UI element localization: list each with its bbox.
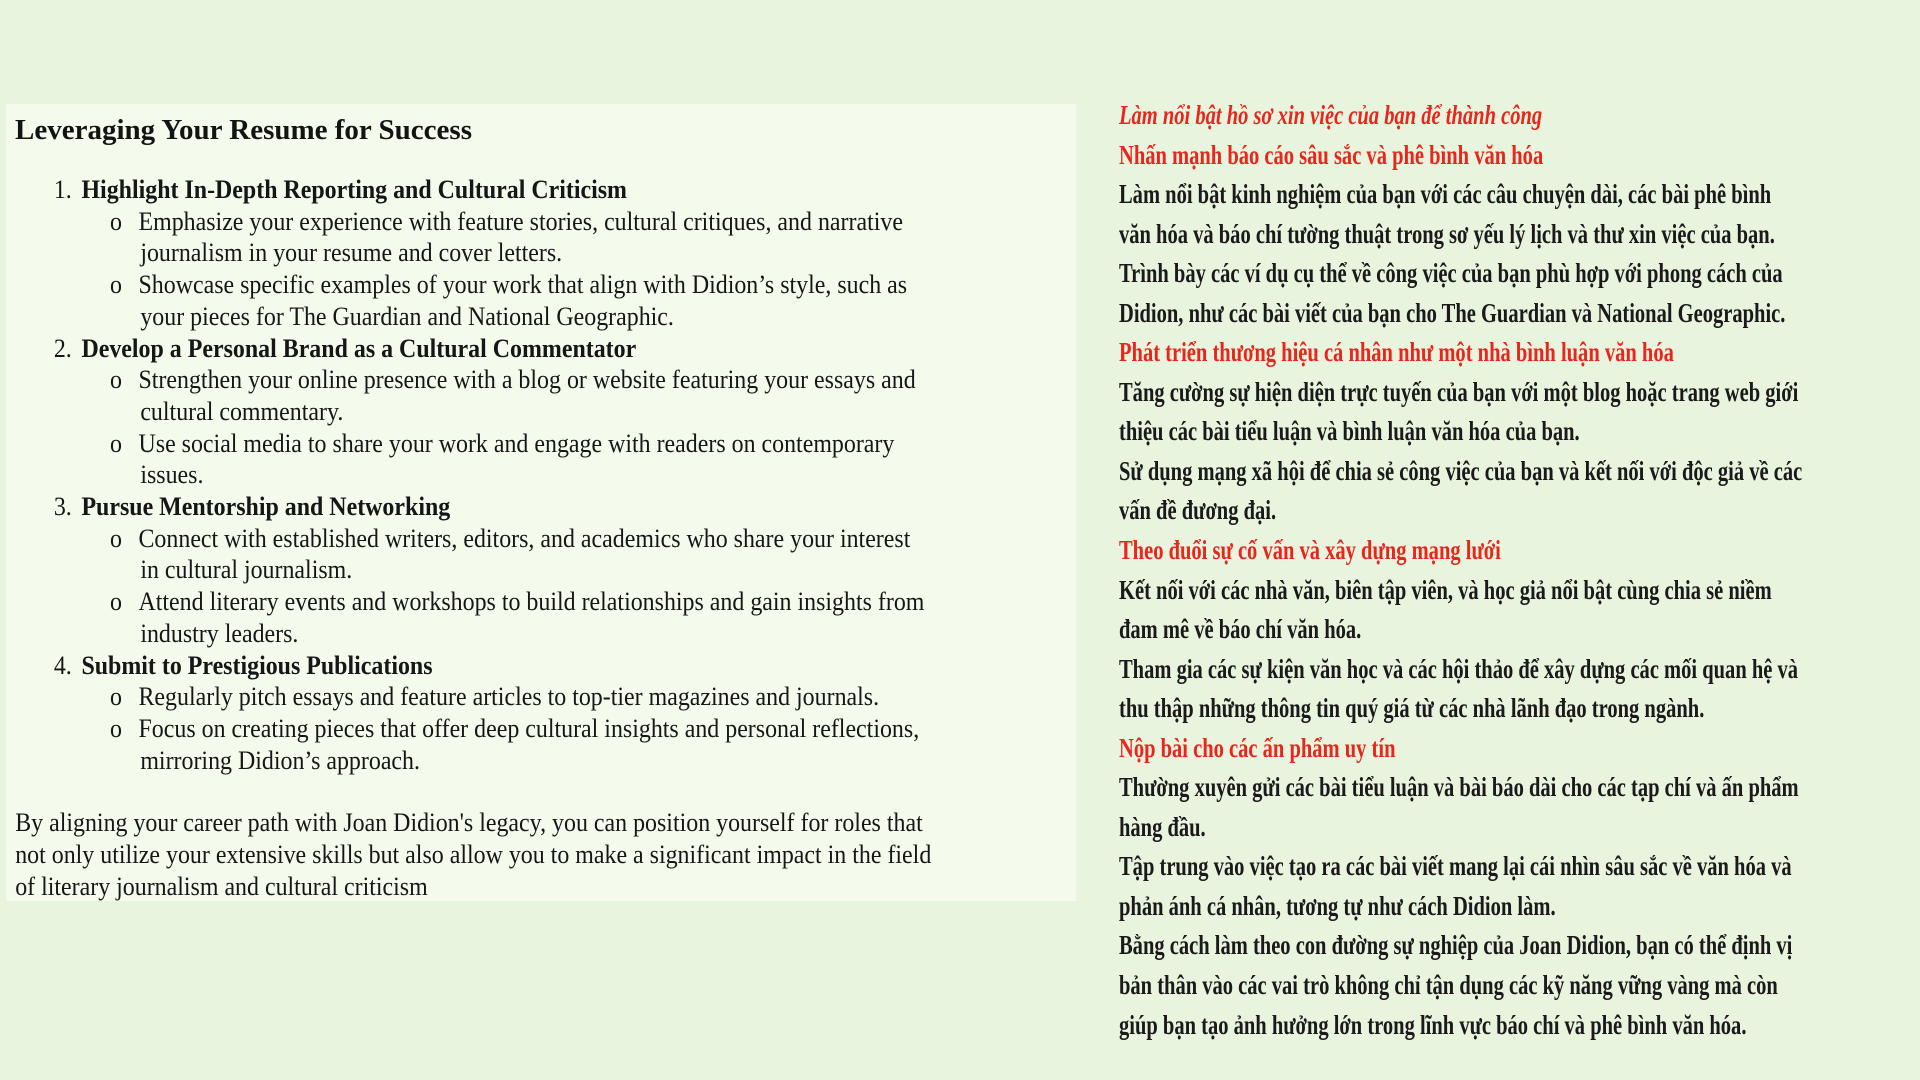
vietnamese-text-line: hàng đầu.	[1119, 811, 1206, 842]
num-text: 4.	[53, 650, 72, 680]
htext-text: Highlight In-Depth Reporting and Cultural Criticism	[81, 175, 627, 204]
marker-text: o	[109, 682, 122, 712]
line-text: industry leaders.	[140, 618, 299, 648]
line-text: issues.	[140, 460, 204, 490]
bullet-continuation-line	[6, 459, 990, 491]
vietnamese-text-line: Thường xuyên gửi các bài tiểu luận và bài báo dài cho các tạp chí và ấn phẩm	[1119, 772, 1799, 803]
num-text: 2.	[53, 333, 72, 363]
vietnamese-heading-line: Theo đuổi sự cố vấn và xây dựng mạng lưới	[1119, 535, 1501, 566]
vietnamese-text-line: Tham gia các sự kiện văn học và các hội thảo để xây dựng các mối quan hệ và	[1119, 653, 1799, 684]
line-text: of literary journalism and cultural criticism	[15, 871, 428, 901]
document-title: Leveraging Your Resume for Success	[15, 114, 472, 146]
bullet-line	[6, 586, 990, 618]
vietnamese-text-line: vấn đề đương đại.	[1119, 495, 1277, 526]
list-item-heading	[6, 174, 990, 206]
closing-line	[6, 871, 990, 903]
vietnamese-text-line: thiệu các bài tiểu luận và bình luận văn hóa của bạn.	[1119, 416, 1580, 447]
line-text: Emphasize your experience with feature stories, cultural critiques, and narrative	[138, 206, 903, 236]
vietnamese-text-line: Tăng cường sự hiện diện trực tuyến của bạn với một blog hoặc trang web giới	[1119, 376, 1799, 407]
line-text: Use social media to share your work and engage with readers on contemporary	[138, 428, 895, 458]
bullet-continuation-line	[6, 745, 990, 777]
line-text: in cultural journalism.	[140, 555, 353, 585]
closing-line	[6, 839, 990, 871]
vietnamese-text-line: Tập trung vào việc tạo ra các bài viết mang lại cái nhìn sâu sắc về văn hóa và	[1119, 851, 1792, 882]
vietnamese-text-line: Didion, như các bài viết của bạn cho The Guardian và National Geographic.	[1119, 297, 1786, 328]
htext-text: Submit to Prestigious Publications	[81, 650, 433, 680]
line-text: your pieces for The Guardian and National Geographic.	[140, 301, 674, 331]
line-text: Showcase specific examples of your work that align with Didion’s style, such as	[138, 270, 908, 300]
vietnamese-text-line: phản ánh cá nhân, tương tự như cách Didion làm.	[1119, 890, 1556, 921]
line-text: Connect with established writers, editors, and academics who share your interest	[138, 523, 911, 553]
marker-text: o	[109, 523, 122, 553]
numbered-list	[6, 174, 1076, 776]
bullet-line	[6, 713, 990, 745]
marker-text: o	[109, 206, 122, 236]
vietnamese-translation-column	[1119, 96, 1919, 1045]
bullet-continuation-line	[6, 301, 990, 333]
vietnamese-text-line: giúp bạn tạo ảnh hưởng lớn trong lĩnh vực báo chí và phê bình văn hóa.	[1119, 1009, 1747, 1040]
english-document-panel	[6, 104, 1076, 901]
vietnamese-text-line: văn hóa và báo chí tường thuật trong sơ yếu lý lịch và thư xin việc của bạn.	[1119, 218, 1775, 249]
vietnamese-text-line: bản thân vào các vai trò không chỉ tận dụng các kỹ năng vững vàng mà còn	[1119, 970, 1778, 1001]
vietnamese-heading-line: Phát triển thương hiệu cá nhân như một nhà bình luận văn hóa	[1119, 337, 1674, 368]
htext-text: Pursue Mentorship and Networking	[81, 492, 451, 522]
list-item-heading	[6, 333, 990, 365]
bullet-continuation-line	[6, 618, 990, 650]
bullet-line	[6, 269, 990, 301]
bullet-continuation-line	[6, 554, 990, 586]
line-text: Strengthen your online presence with a blog or website featuring your essays and	[138, 365, 916, 395]
num-text: 1.	[53, 175, 72, 204]
line-text: Focus on creating pieces that offer deep cultural insights and personal reflections,	[138, 713, 920, 743]
marker-text: o	[109, 713, 122, 743]
line-text: mirroring Didion’s approach.	[140, 745, 420, 775]
vietnamese-heading-line: Làm nổi bật hồ sơ xin việc của bạn để thành công	[1119, 100, 1543, 130]
list-item-heading	[6, 491, 990, 523]
marker-text: o	[109, 365, 122, 395]
vietnamese-text-line: Kết nối với các nhà văn, biên tập viên, và học giả nổi bật cùng chia sẻ niềm	[1119, 574, 1772, 605]
vietnamese-heading-line: Nhấn mạnh báo cáo sâu sắc và phê bình văn hóa	[1119, 139, 1544, 170]
line-text: journalism in your resume and cover letters.	[140, 238, 563, 268]
line-text: Regularly pitch essays and feature articles to top-tier magazines and journals.	[138, 682, 880, 712]
bullet-line	[6, 206, 990, 238]
vietnamese-text-line: thu thập những thông tin quý giá từ các nhà lãnh đạo trong ngành.	[1119, 693, 1705, 724]
bullet-continuation-line	[6, 396, 990, 428]
vietnamese-text-line: đam mê về báo chí văn hóa.	[1119, 614, 1362, 645]
marker-text: o	[109, 270, 122, 300]
bullet-line	[6, 364, 990, 396]
marker-text: o	[109, 587, 122, 617]
line-text: not only utilize your extensive skills but also allow you to make a significant impact in the field	[15, 840, 932, 870]
vietnamese-text-line: Bằng cách làm theo con đường sự nghiệp của Joan Didion, bạn có thể định vị	[1119, 930, 1793, 961]
closing-paragraph	[6, 807, 1076, 902]
htext-text: Develop a Personal Brand as a Cultural Commentator	[81, 333, 637, 363]
num-text: 3.	[53, 492, 72, 522]
bullet-line	[6, 681, 990, 713]
vietnamese-heading-line: Nộp bài cho các ấn phẩm uy tín	[1119, 732, 1396, 763]
bullet-line	[6, 523, 990, 555]
line-text: cultural commentary.	[140, 396, 344, 426]
bullet-continuation-line	[6, 237, 990, 269]
vietnamese-text-line: Làm nổi bật kinh nghiệm của bạn với các câu chuyện dài, các bài phê bình	[1119, 179, 1772, 210]
vietnamese-text-line: Trình bày các ví dụ cụ thể về công việc của bạn phù hợp với phong cách của	[1119, 258, 1783, 289]
line-text: Attend literary events and workshops to build relationships and gain insights from	[138, 587, 925, 617]
list-item-heading	[6, 650, 990, 682]
marker-text: o	[109, 428, 122, 458]
closing-line	[6, 807, 990, 839]
bullet-line	[6, 428, 990, 460]
vietnamese-text-line: Sử dụng mạng xã hội để chia sẻ công việc của bạn và kết nối với độc giả về các	[1119, 455, 1803, 486]
line-text: By aligning your career path with Joan Didion's legacy, you can position yourself for roles that	[15, 808, 923, 838]
